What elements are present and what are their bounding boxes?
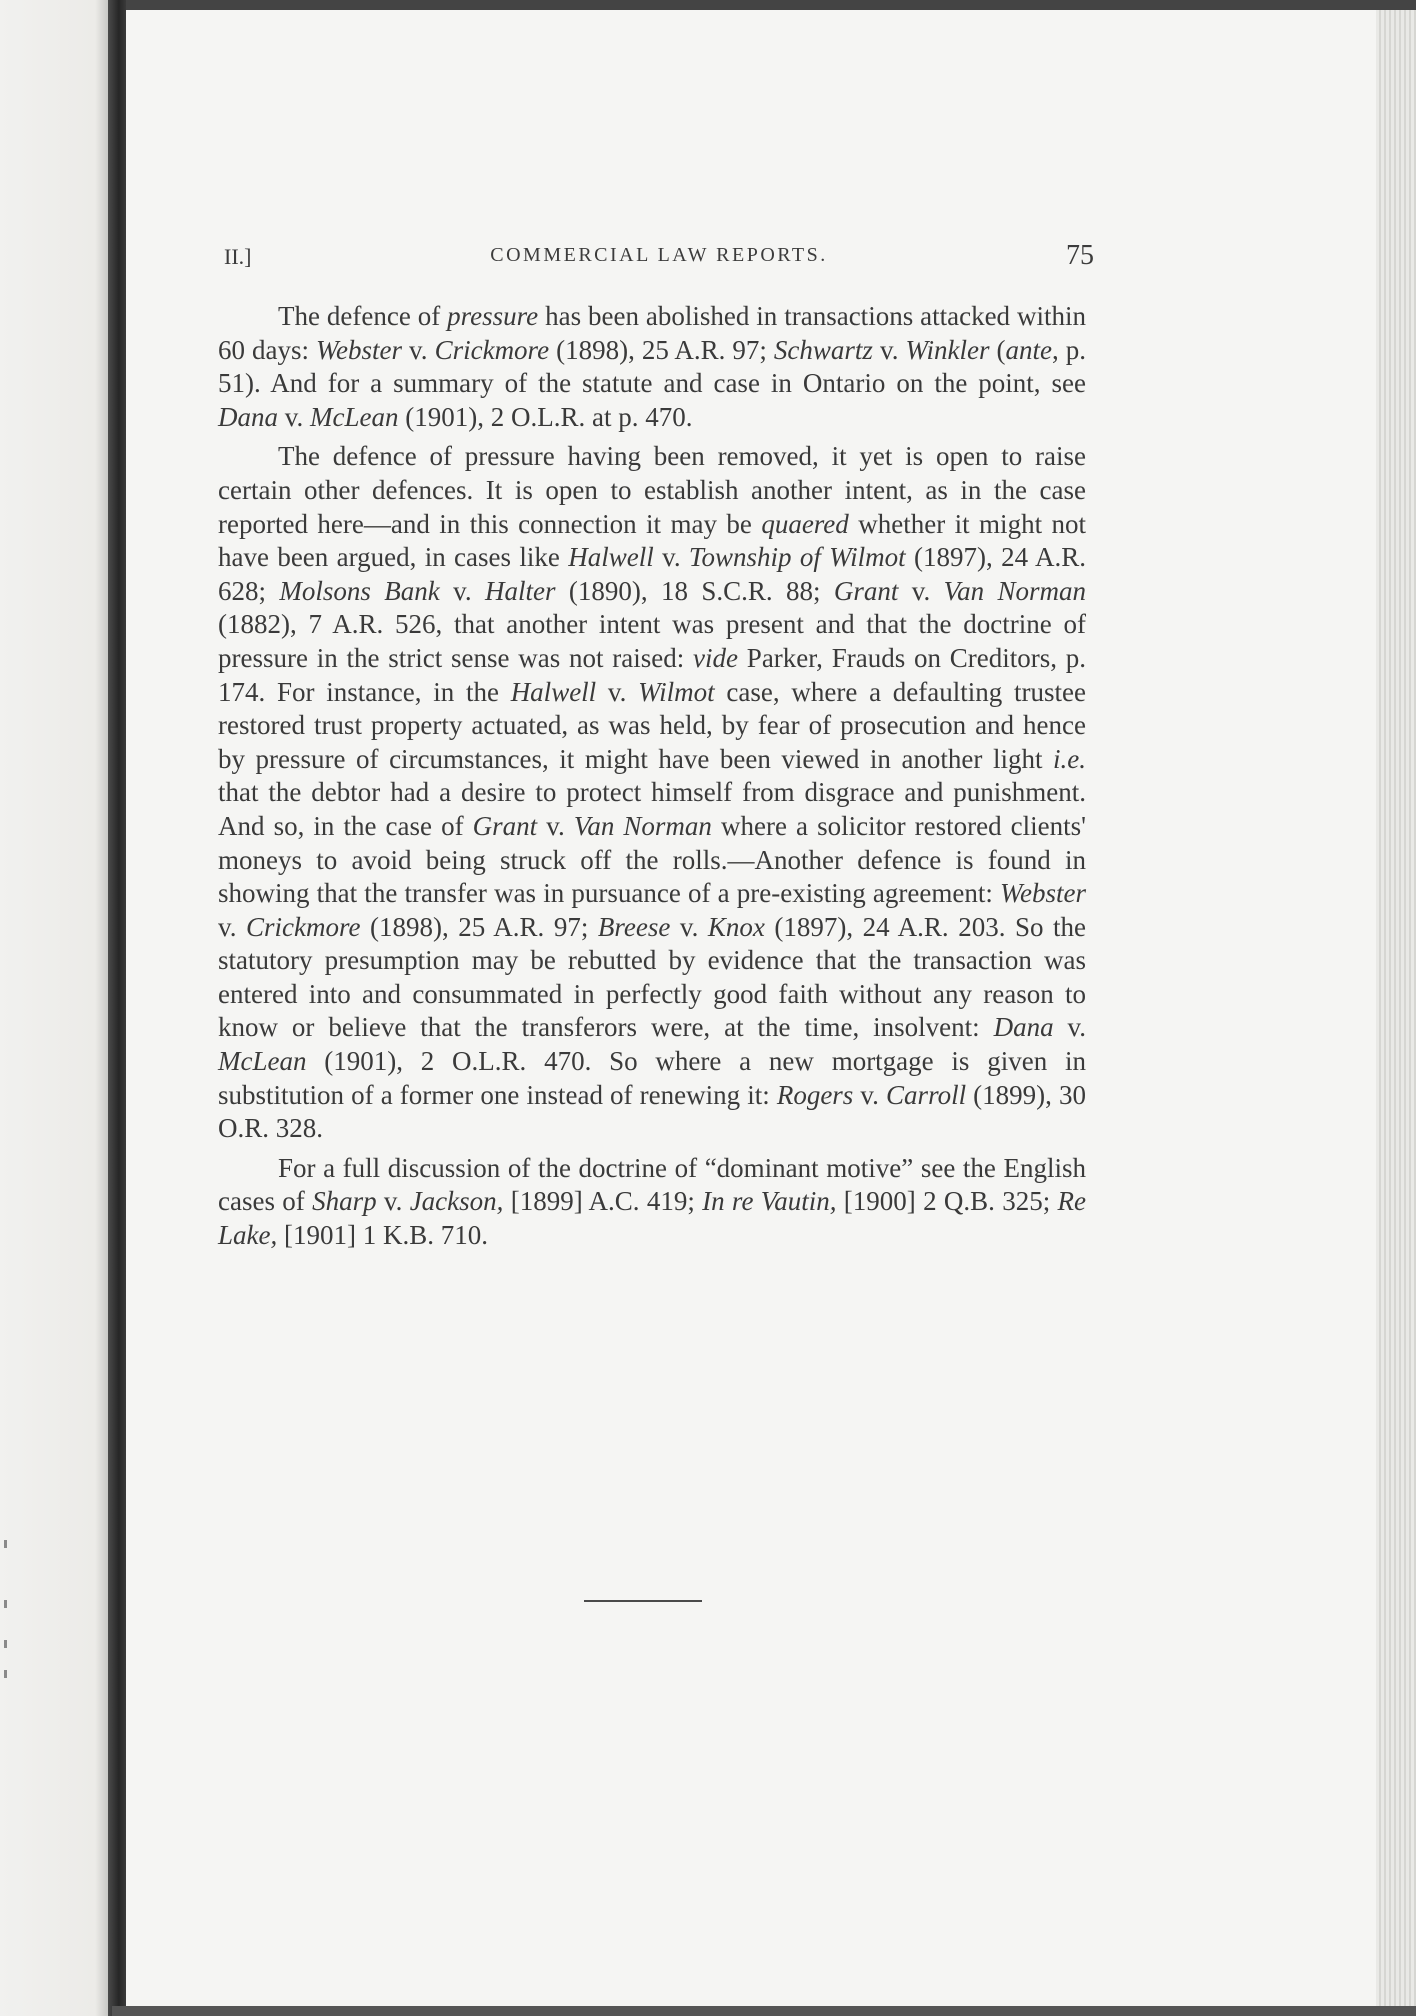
text-run: v. bbox=[402, 334, 435, 365]
text-run: [1900] 2 Q.B. 325; bbox=[836, 1186, 1058, 1217]
margin-mark bbox=[4, 1670, 7, 1678]
scan-bottom-edge bbox=[112, 2006, 1416, 2016]
italic-run: Halter bbox=[484, 575, 556, 606]
italic-run: Crickmore bbox=[246, 911, 361, 942]
italic-run: Halwell bbox=[568, 542, 654, 573]
italic-run: Jackson, bbox=[409, 1186, 504, 1217]
italic-run: Sharp bbox=[312, 1186, 377, 1217]
text-run: v. bbox=[439, 575, 485, 606]
text-run: v. bbox=[596, 676, 639, 707]
italic-run: Halwell bbox=[510, 676, 597, 707]
text-run: case, where a defaulting trustee restored trust property actuated, as was held, by fear of prosecution and hence by pressure of circumstances, it might have been viewed in another light bbox=[218, 676, 1086, 774]
page-number: 75 bbox=[1066, 240, 1094, 271]
text-run: (1897), 24 A.R. 203. So the statutory presumption may be rebutted by evidence that the transaction was entered into and consummated in perfectly good faith without any reason to know or believe that the transferors were, at the time, insolvent: bbox=[218, 911, 1086, 1043]
text-run: where a solicitor restored clients' moneys to avoid being struck off the rolls.—Another defence is found in showing that the transfer was in pursuance of a pre-existing agreement: bbox=[218, 810, 1087, 909]
text-run: (1901), 2 O.L.R. at p. 470. bbox=[398, 401, 693, 432]
italic-run: Knox bbox=[707, 911, 765, 942]
end-rule bbox=[584, 1600, 702, 1602]
italic-run: Van Norman bbox=[943, 575, 1087, 606]
italic-run: Grant bbox=[472, 810, 538, 841]
italic-run: In re Vautin, bbox=[702, 1186, 837, 1217]
italic-run: pressure bbox=[447, 301, 539, 331]
italic-run: Crickmore bbox=[434, 334, 550, 365]
italic-run: Breese bbox=[597, 911, 671, 942]
facing-page-margin bbox=[0, 0, 112, 2016]
text-run: ( bbox=[989, 334, 1006, 365]
body-text bbox=[218, 300, 1086, 1259]
running-title: COMMERCIAL LAW REPORTS. bbox=[490, 244, 828, 266]
text-run: v. bbox=[537, 810, 574, 841]
italic-run: Carroll bbox=[886, 1079, 967, 1110]
italic-run: McLean bbox=[218, 1046, 307, 1077]
text-run: that the debtor had a desire to protect himself from disgrace and punishment. And so, in the case of bbox=[218, 777, 1086, 841]
text-run: [1899] A.C. 419; bbox=[503, 1186, 703, 1217]
italic-run: Molsons Bank bbox=[279, 575, 440, 606]
italic-run: Grant bbox=[833, 575, 899, 606]
italic-run: Dana bbox=[218, 401, 278, 432]
text-run: (1898), 25 A.R. 97; bbox=[360, 911, 598, 942]
text-run: v. bbox=[278, 401, 310, 432]
margin-mark bbox=[4, 1640, 7, 1648]
italic-run: i.e. bbox=[1053, 743, 1086, 774]
italic-run: Township of Wilmot bbox=[688, 542, 906, 573]
page-edges bbox=[1376, 10, 1416, 2006]
text-run: (1899), 30 O.R. 328. bbox=[218, 1079, 1087, 1144]
paragraph bbox=[218, 1152, 1086, 1253]
italic-run: Van Norman bbox=[573, 810, 712, 841]
text-run: The defence of bbox=[278, 301, 448, 331]
italic-run: Schwartz bbox=[773, 334, 873, 365]
text-run: (1901), 2 O.L.R. 470. So where a new mortgage is given in substitution of a former one instead of renewing it: bbox=[218, 1046, 1086, 1110]
text-run: (1897), 24 A.R. 628; bbox=[218, 542, 1086, 606]
paragraph bbox=[218, 440, 1086, 1145]
margin-mark bbox=[4, 1540, 7, 1548]
italic-run: Wilmot bbox=[638, 676, 715, 707]
italic-run: quaered bbox=[761, 508, 849, 539]
italic-run: ante bbox=[1005, 334, 1052, 365]
text-run: v. bbox=[653, 542, 689, 573]
text-run: Parker, Frauds on Creditors, p. 174. For instance, in the bbox=[218, 642, 1086, 707]
italic-run: Webster bbox=[316, 334, 403, 365]
text-run: v. bbox=[872, 334, 906, 365]
italic-run: Dana bbox=[993, 1012, 1054, 1043]
text-run: (1882), 7 A.R. 526, that another intent was present and that the doctrine of pressure in the strict sense was not raised: bbox=[218, 609, 1086, 673]
text-run: v. bbox=[1053, 1012, 1087, 1043]
section-marker: II.] bbox=[224, 244, 252, 269]
text-run: (1890), 18 S.C.R. 88; bbox=[555, 575, 834, 606]
running-header bbox=[224, 240, 1094, 280]
text-run: For a full discussion of the doctrine of “dominant motive” see the English cases of bbox=[218, 1152, 1086, 1217]
text-run: The defence of pressure having been removed, it yet is open to raise certain other defences. It is open to establish another intent, as in the case reported here—and in this connection it may be bbox=[218, 441, 1086, 539]
italic-run: vide bbox=[693, 642, 739, 673]
text-run: has been abolished in transactions attacked within 60 days: bbox=[218, 301, 1086, 365]
text-run: v. bbox=[376, 1186, 410, 1217]
italic-run: Rogers bbox=[776, 1079, 854, 1110]
italic-run: Winkler bbox=[905, 334, 990, 365]
text-run: v. bbox=[898, 575, 944, 606]
book-spine bbox=[108, 0, 126, 2016]
italic-run: Re Lake, bbox=[218, 1186, 1086, 1251]
text-run: (1898), 25 A.R. 97; bbox=[549, 334, 774, 365]
italic-run: Webster bbox=[1000, 878, 1086, 909]
text-run: v. bbox=[853, 1079, 887, 1110]
text-run: whether it might not have been argued, in cases like bbox=[218, 508, 1086, 573]
italic-run: McLean bbox=[310, 401, 399, 432]
text-run: v. bbox=[670, 911, 708, 942]
text-run: v. bbox=[218, 911, 247, 942]
paragraph bbox=[218, 300, 1086, 434]
text-run: , p. 51). And for a summary of the statute and case in Ontario on the point, see bbox=[218, 334, 1087, 399]
margin-mark bbox=[4, 1600, 7, 1608]
text-run: [1901] 1 K.B. 710. bbox=[277, 1220, 488, 1251]
